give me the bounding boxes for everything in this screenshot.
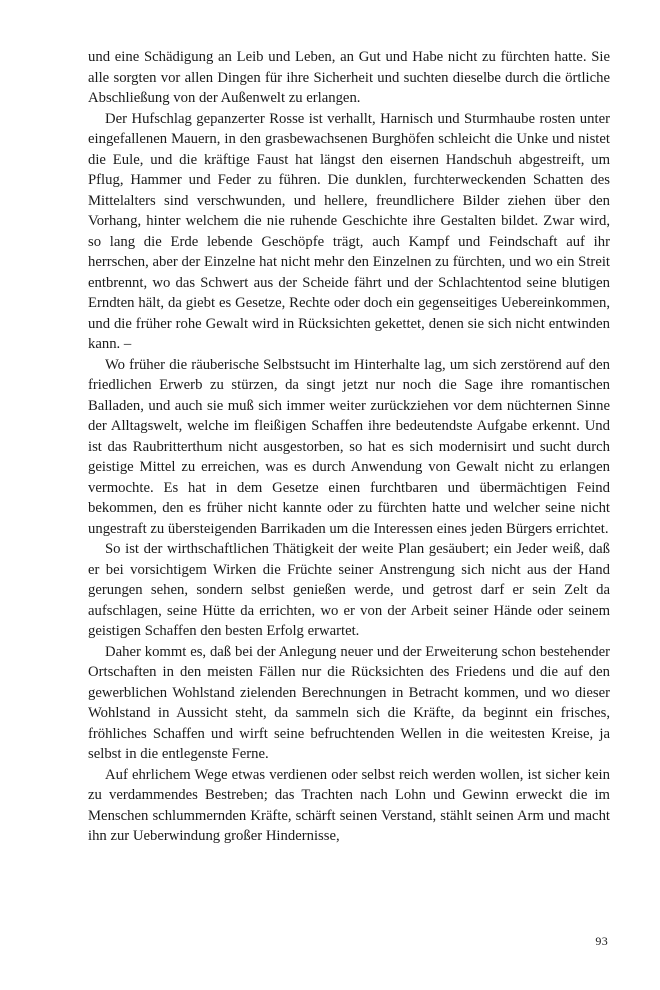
paragraph-3: Wo früher die räuberische Selbstsucht im Hinterhalte lag, um sich zerstörend auf den friedlichen Erwerb zu stürzen, da singt jetzt nur noch die Sage ihre romantischen Balladen, und auch sie muß sich immer weiter zurückziehen vor dem nüchternen Sinne der Alltagswelt, welche im fleißigen Schaffen ihre bedeutendste Aufgabe erkennt. Und ist das Raubritterthum nicht ausgestorben, so hat es sich modernisirt und sucht durch geistige Mittel zu erreichen, was es durch Anwendung von Gewalt nicht zu erlangen vermochte. Es hat in dem Gesetze einen furchtbaren und übermächtigen Feind bekommen, den es früher nicht kannte oder zu fürchten hatte und welcher seine nicht ungestraft zu übersteigenden Barrikaden um die Interessen eines jeden Bürgers errichtet. — [88, 356, 610, 537]
page-number: 93 — [595, 934, 608, 948]
page-body — [88, 47, 610, 847]
paragraph-6: Auf ehrlichem Wege etwas verdienen oder selbst reich werden wollen, ist sicher kein zu verdammendes Bestreben; das Trachten nach Lohn und Gewinn erweckt die im Menschen schlummernden Kräfte, schärft seinen Verstand, stählt seinen Arm und macht ihn zur Ueberwindung großer Hindernisse, — [88, 766, 610, 844]
paragraph-1: und eine Schädigung an Leib und Leben, an Gut und Habe nicht zu fürchten hatte. Sie alle sorgten vor allen Dingen für ihre Sicherheit und suchten dieselbe durch die örtliche Abschließung von der Außenwelt zu erlangen. — [88, 49, 610, 106]
paragraph-5: Daher kommt es, daß bei der Anlegung neuer und der Erweiterung schon bestehender Ortschaften in den meisten Fällen nur die Rücksichten des Friedens und die auf den gewerblichen Wohlstand zielenden Berechnungen in Betracht kommen, und wo dieser Wohlstand in Aussicht steht, da sammeln sich die Kräfte, da beginnt ein frisches, fröhliches Schaffen und wirft seine befruchtenden Wellen in die weitesten Kreise, ja selbst in die entlegenste Ferne. — [88, 643, 610, 762]
paragraph-2: Der Hufschlag gepanzerter Rosse ist verhallt, Harnisch und Sturmhaube rosten unter eingefallenen Mauern, in den grasbewachsenen Burghöfen schleicht die Unke und nistet die Eule, und die kräftige Faust hat längst den eisernen Handschuh abgestreift, um Pflug, Hammer und Feder zu führen. Die dunklen, furchterweckenden Schatten des Mittelalters sind verschwunden, und hellere, freundlichere Bilder ziehen über den Vorhang, hinter welchem die nie ruhende Geschichte ihre Gestalten bildet. Zwar wird, so lang die Erde lebende Geschöpfe trägt, auch Kampf und Feindschaft auf ihr herrschen, aber der Einzelne hat nicht mehr den Einzelnen zu fürchten, und wo ein Streit entbrennt, wo das Schwert aus der Scheide fährt und der Schlachtentod seine blutigen Erndten hält, da giebt es Gesetze, Rechte oder doch ein gegenseitiges Uebereinkommen, und die früher rohe Gewalt wird in Rücksichten gekettet, denen sie sich nicht entwinden kann. – — [88, 110, 610, 352]
paragraph-4: So ist der wirthschaftlichen Thätigkeit der weite Plan gesäubert; ein Jeder weiß, daß er bei vorsichtigem Wirken die Früchte seiner Anstrengung sich nicht aus der Hand gerungen sehen, sondern selbst genießen werde, und getrost darf er sein Zelt da aufschlagen, seine Hütte da errichten, wo er von der Arbeit seiner Hände oder seinem geistigen Schaffen den besten Erfolg erwartet. — [88, 541, 610, 639]
